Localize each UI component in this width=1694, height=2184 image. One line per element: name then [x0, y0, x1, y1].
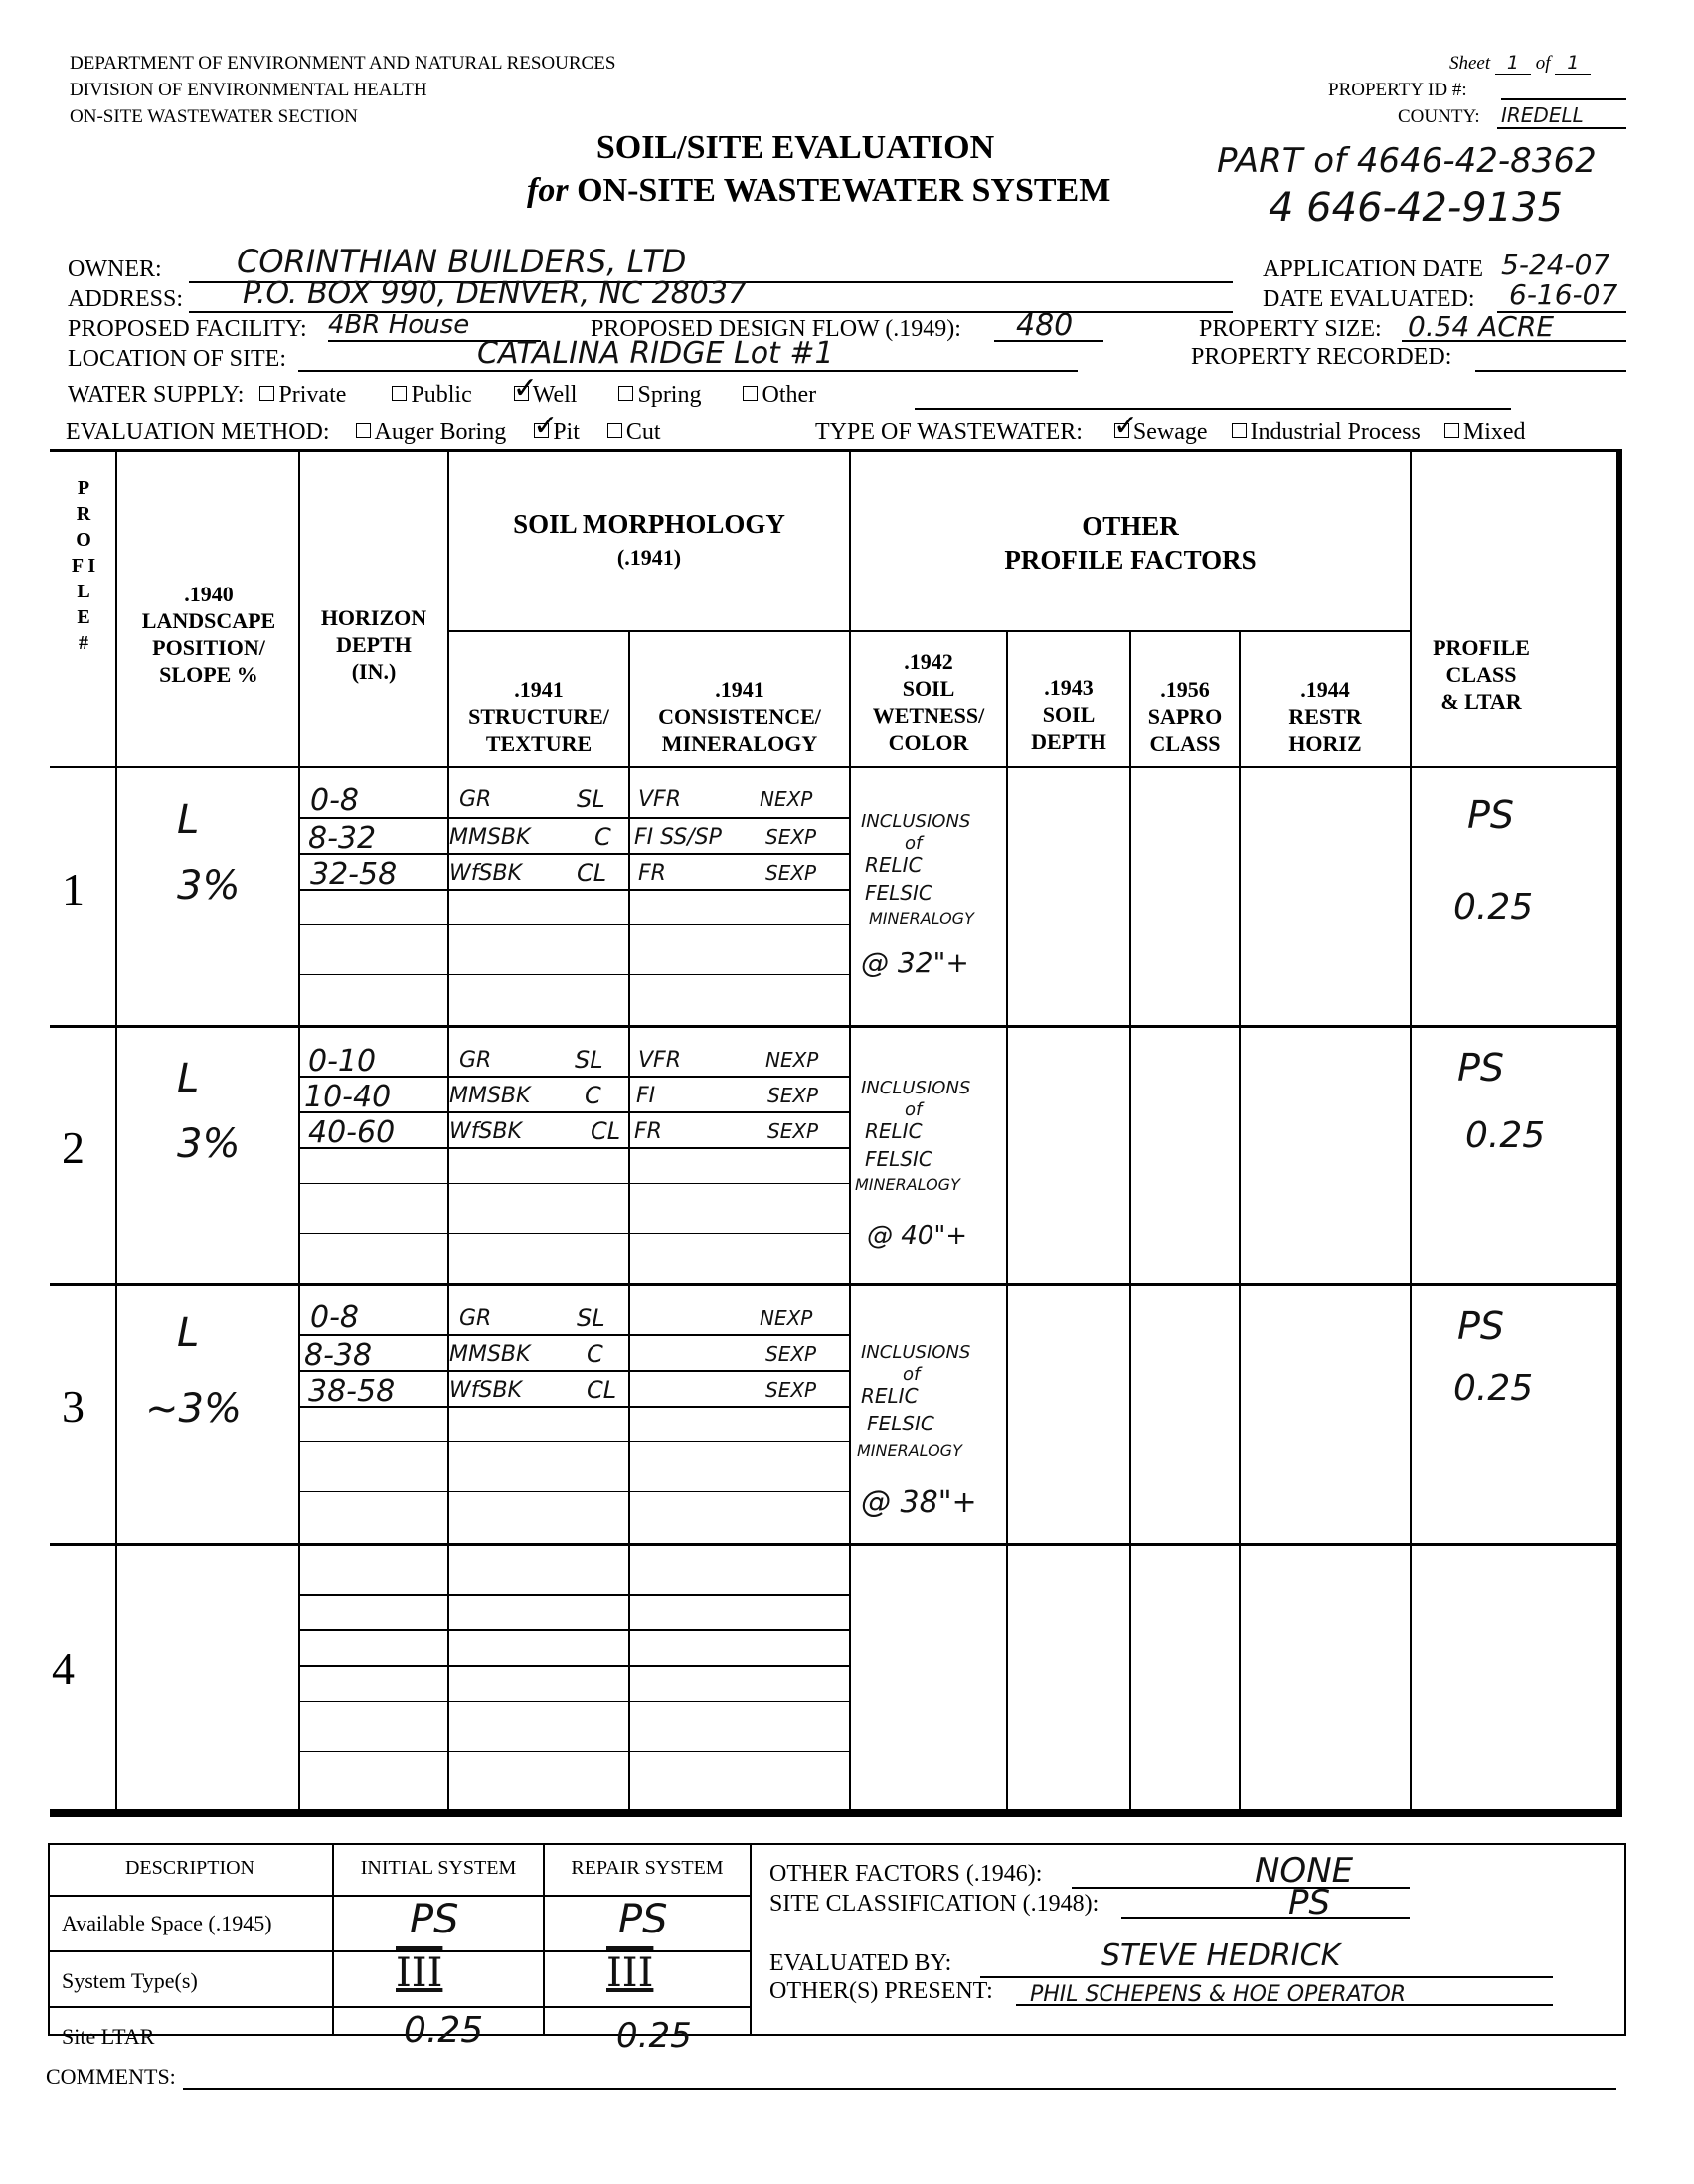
profile-class-header: PROFILE CLASS & LTAR: [1433, 635, 1530, 714]
profile-3-slope[interactable]: ~3%: [145, 1386, 242, 1431]
soil-morphology-header: SOIL MORPHOLOGY (.1941): [513, 509, 785, 570]
method-pit-checkbox[interactable]: ✓ Pit: [534, 420, 580, 445]
address-label: ADDRESS:: [68, 286, 184, 312]
sapro-class-header: .1956 SAPRO CLASS: [1147, 677, 1223, 756]
soil-depth-header: .1943 SOIL DEPTH: [1031, 675, 1106, 754]
ww-mixed-checkbox[interactable]: Mixed: [1444, 420, 1526, 445]
form-title: SOIL/SITE EVALUATION: [595, 129, 995, 166]
profile-1-ltar[interactable]: 0.25: [1453, 887, 1534, 927]
other-factors-label: OTHER FACTORS (.1946):: [769, 1861, 1043, 1887]
agency-block: [70, 50, 615, 130]
site-classification-field[interactable]: PS: [1288, 1883, 1331, 1923]
address-field[interactable]: P.O. BOX 990, DENVER, NC 28037: [243, 276, 748, 311]
water-well-checkbox[interactable]: ✓ Well: [514, 382, 578, 408]
profile-1-number: 1: [62, 864, 85, 915]
restrictive-horizon-header: .1944 RESTR HORIZ: [1288, 677, 1362, 756]
repair-system-header: REPAIR SYSTEM: [571, 1857, 724, 1879]
ww-industrial-checkbox[interactable]: Industrial Process: [1232, 420, 1421, 445]
app-date-label: APPLICATION DATE: [1263, 256, 1483, 282]
others-present-label: OTHER(S) PRESENT:: [769, 1978, 993, 2004]
system-type-label: System Type(s): [62, 1968, 198, 1993]
water-supply-row: WATER SUPPLY: Private Public ✓ Well Spring Other: [68, 382, 816, 409]
evaluation-method-row: EVALUATION METHOD: Auger Boring ✓ Pit Cut: [66, 420, 661, 446]
consistence-header: .1941 CONSISTENCE/ MINERALOGY: [658, 677, 821, 756]
location-label: LOCATION OF SITE:: [68, 346, 286, 372]
water-public-checkbox[interactable]: Public: [392, 382, 471, 408]
county-label: COUNTY:: [1398, 106, 1480, 127]
location-field[interactable]: CATALINA RIDGE Lot #1: [477, 336, 834, 371]
system-type-initial[interactable]: III: [396, 1950, 443, 1996]
evaluated-by-field[interactable]: STEVE HEDRICK: [1101, 1938, 1341, 1973]
division-name: DIVISION OF ENVIRONMENTAL HEALTH: [70, 80, 427, 100]
date-evaluated-label: DATE EVALUATED:: [1263, 286, 1475, 312]
method-auger-checkbox[interactable]: Auger Boring: [356, 420, 507, 445]
evaluated-by-label: EVALUATED BY:: [769, 1950, 952, 1976]
ww-sewage-checkbox[interactable]: ✓ Sewage: [1114, 420, 1208, 445]
initial-system-header: INITIAL SYSTEM: [360, 1857, 517, 1879]
facility-field[interactable]: 4BR House: [328, 310, 470, 340]
site-ltar-label: Site LTAR: [62, 2024, 155, 2049]
date-evaluated-field[interactable]: 6-16-07: [1509, 278, 1618, 311]
site-ltar-repair[interactable]: 0.25: [616, 2016, 692, 2056]
sheet-number: Sheet 1 of 1: [1449, 50, 1591, 77]
available-space-initial[interactable]: PS: [410, 1897, 459, 1942]
property-recorded-label: PROPERTY RECORDED:: [1191, 344, 1452, 370]
owner-label: OWNER:: [68, 256, 162, 282]
county-value: IREDELL: [1501, 103, 1584, 127]
profile-2-landscape[interactable]: L: [177, 1056, 200, 1101]
profile-3-ltar[interactable]: 0.25: [1453, 1368, 1534, 1409]
facility-label: PROPOSED FACILITY:: [68, 316, 307, 342]
flow-field[interactable]: 480: [1016, 308, 1074, 343]
parcel-number-1: PART of 4646-42-8362: [1217, 141, 1597, 181]
profile-1-slope[interactable]: 3%: [177, 863, 241, 909]
profile-2-slope[interactable]: 3%: [177, 1121, 241, 1167]
description-header: DESCRIPTION: [124, 1857, 254, 1879]
profile-2-number: 2: [62, 1122, 85, 1173]
structure-texture-header: .1941 STRUCTURE/ TEXTURE: [468, 677, 609, 756]
comments-line[interactable]: [183, 2088, 1616, 2090]
property-id-label: PROPERTY ID #:: [1328, 80, 1467, 100]
profile-4-number: 4: [52, 1643, 75, 1694]
property-size-label: PROPERTY SIZE:: [1199, 316, 1382, 342]
profile-1-landscape[interactable]: L: [177, 797, 200, 843]
property-size-field[interactable]: 0.54 ACRE: [1408, 310, 1555, 343]
available-space-label: Available Space (.1945): [62, 1911, 272, 1935]
water-spring-checkbox[interactable]: Spring: [618, 382, 701, 408]
form-subtitle: for ON-SITE WASTEWATER SYSTEM: [527, 172, 1111, 209]
profile-3-class[interactable]: PS: [1457, 1304, 1505, 1348]
water-private-checkbox[interactable]: Private: [259, 382, 346, 408]
horizon-depth-header: HORIZON DEPTH (IN.): [320, 605, 427, 684]
other-profile-factors-header: OTHER PROFILE FACTORS: [1004, 511, 1257, 575]
wetness-color-header: .1942 SOIL WETNESS/ COLOR: [872, 649, 985, 755]
flow-label: PROPOSED DESIGN FLOW (.1949):: [591, 316, 961, 342]
profile-2-ltar[interactable]: 0.25: [1465, 1115, 1546, 1156]
site-classification-label: SITE CLASSIFICATION (.1948):: [769, 1891, 1100, 1917]
profile-1-class[interactable]: PS: [1467, 793, 1515, 837]
parcel-number-2: 4 646-42-9135: [1269, 185, 1564, 231]
profile-2-class[interactable]: PS: [1457, 1046, 1505, 1090]
available-space-repair[interactable]: PS: [618, 1897, 668, 1942]
system-type-repair[interactable]: III: [606, 1950, 654, 1996]
profile-3-number: 3: [62, 1381, 85, 1431]
method-cut-checkbox[interactable]: Cut: [607, 420, 661, 445]
water-other-checkbox[interactable]: Other: [743, 382, 816, 408]
owner-field[interactable]: CORINTHIAN BUILDERS, LTD: [237, 243, 687, 280]
site-ltar-initial[interactable]: 0.25: [404, 2010, 484, 2051]
section-name: ON-SITE WASTEWATER SECTION: [70, 106, 358, 127]
wastewater-type-row: TYPE OF WASTEWATER: ✓ Sewage Industrial Process Mixed: [815, 420, 1526, 446]
dept-name: DEPARTMENT OF ENVIRONMENT AND NATURAL RESOURCES: [70, 53, 616, 74]
comments-label: COMMENTS:: [46, 2064, 176, 2089]
profile-number-header: P R O F I L E #: [71, 477, 96, 654]
profile-3-landscape[interactable]: L: [177, 1310, 200, 1356]
landscape-header: .1940 LANDSCAPE POSITION/ SLOPE %: [141, 582, 276, 687]
app-date-field[interactable]: 5-24-07: [1501, 249, 1610, 281]
other-factors-field[interactable]: NONE: [1255, 1851, 1354, 1891]
others-present-field[interactable]: PHIL SCHEPENS & HOE OPERATOR: [1030, 1982, 1407, 2007]
